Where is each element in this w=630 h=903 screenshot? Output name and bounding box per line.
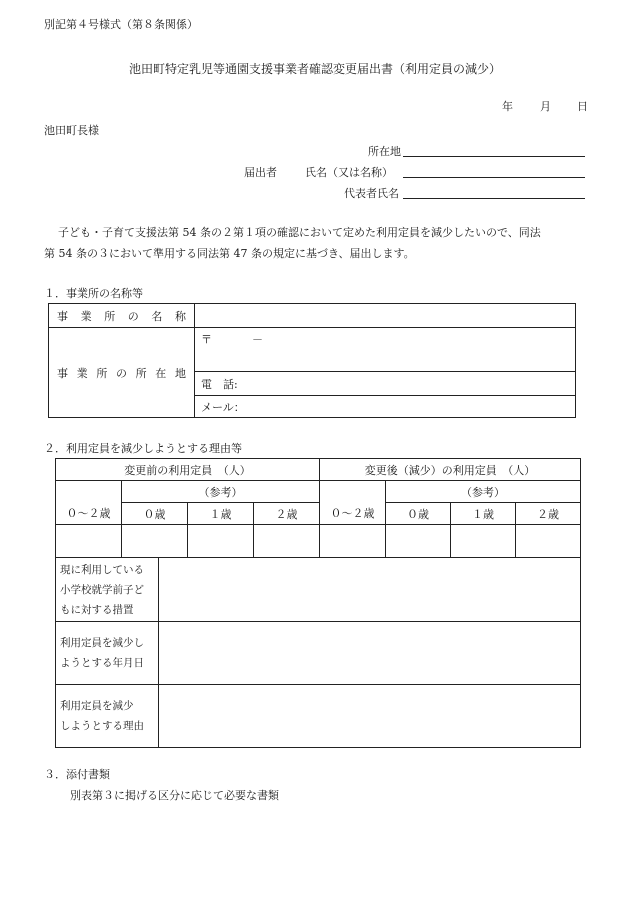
reduction-reason-label: 利用定員を減少 しようとする理由 bbox=[56, 685, 159, 747]
reduction-reason-row bbox=[56, 685, 581, 748]
before-blank bbox=[56, 481, 122, 503]
section1-heading: １．事業所の名称等 bbox=[44, 287, 143, 300]
name-label: 氏名（又は名称） bbox=[305, 166, 393, 179]
before-reference: （参考） bbox=[122, 481, 320, 503]
capacity-table bbox=[55, 458, 581, 748]
before-age-0: ０歳 bbox=[122, 503, 188, 525]
reduction-date-row bbox=[56, 622, 581, 685]
date-month: 月 bbox=[540, 100, 551, 113]
email-label: メール： bbox=[201, 400, 245, 414]
after-header: 変更後（減少）の利用定員 （人） bbox=[320, 459, 581, 481]
attachments-text: 別表第３に掲げる区分に応じて必要な書類 bbox=[70, 789, 279, 802]
facility-table bbox=[48, 303, 576, 418]
after-value-1[interactable] bbox=[451, 525, 516, 558]
after-age-0-2: ０～２歳 bbox=[320, 503, 386, 525]
facility-address-label: 事 業 所 の 所 在 地 bbox=[49, 328, 195, 418]
addressee: 池田町長様 bbox=[44, 124, 99, 137]
body-text-line1: 子ども・子育て支援法第 54 条の２第１項の確認において定めた利用定員を減少したいので、同法 bbox=[58, 226, 541, 239]
section3-heading: ３．添付書類 bbox=[44, 768, 110, 781]
after-value-0-2[interactable] bbox=[320, 525, 386, 558]
reduction-date-field[interactable] bbox=[159, 622, 580, 684]
page-title: 池田町特定乳児等通園支援事業者確認変更届出書（利用定員の減少） bbox=[128, 62, 501, 76]
body-text-line2: 第 54 条の３において準用する同法第 47 条の規定に基づき、届出します。 bbox=[44, 247, 415, 260]
measures-row bbox=[56, 558, 581, 622]
after-value-2[interactable] bbox=[516, 525, 581, 558]
location-field[interactable] bbox=[403, 156, 585, 157]
before-age-1: １歳 bbox=[188, 503, 254, 525]
before-header: 変更前の利用定員 （人） bbox=[56, 459, 320, 481]
measures-field[interactable] bbox=[159, 558, 580, 621]
before-value-0[interactable] bbox=[122, 525, 188, 558]
before-value-0-2[interactable] bbox=[56, 525, 122, 558]
after-blank bbox=[320, 481, 386, 503]
date-day: 日 bbox=[577, 100, 588, 113]
applicant-role: 届出者 bbox=[244, 166, 277, 179]
rep-label: 代表者氏名 bbox=[344, 187, 399, 200]
after-reference: （参考） bbox=[386, 481, 581, 503]
before-age-2: ２歳 bbox=[254, 503, 320, 525]
phone-label: 電 話: bbox=[201, 377, 238, 391]
after-age-1: １歳 bbox=[451, 503, 516, 525]
phone-field[interactable] bbox=[195, 372, 576, 396]
postal-mark: 〒 bbox=[201, 333, 212, 346]
postal-field[interactable] bbox=[195, 328, 576, 372]
before-age-0-2: ０～２歳 bbox=[56, 503, 122, 525]
rep-field[interactable] bbox=[403, 198, 585, 199]
after-age-0: ０歳 bbox=[386, 503, 451, 525]
name-field[interactable] bbox=[403, 177, 585, 178]
facility-name-field[interactable] bbox=[195, 304, 576, 328]
after-value-0[interactable] bbox=[386, 525, 451, 558]
postal-dash: － bbox=[252, 333, 263, 346]
before-value-2[interactable] bbox=[254, 525, 320, 558]
after-age-2: ２歳 bbox=[516, 503, 581, 525]
date-year: 年 bbox=[502, 100, 513, 113]
email-field[interactable] bbox=[195, 396, 576, 418]
location-label: 所在地 bbox=[368, 145, 401, 158]
reduction-reason-field[interactable] bbox=[159, 685, 580, 747]
measures-label: 現に利用している 小学校就学前子ど もに対する措置 bbox=[56, 558, 159, 621]
section2-heading: ２．利用定員を減少しようとする理由等 bbox=[44, 442, 242, 455]
facility-name-label: 事 業 所 の 名 称 bbox=[49, 304, 195, 328]
form-number: 別記第４号様式（第８条関係） bbox=[44, 18, 198, 31]
before-value-1[interactable] bbox=[188, 525, 254, 558]
reduction-date-label: 利用定員を減少し ようとする年月日 bbox=[56, 622, 159, 684]
